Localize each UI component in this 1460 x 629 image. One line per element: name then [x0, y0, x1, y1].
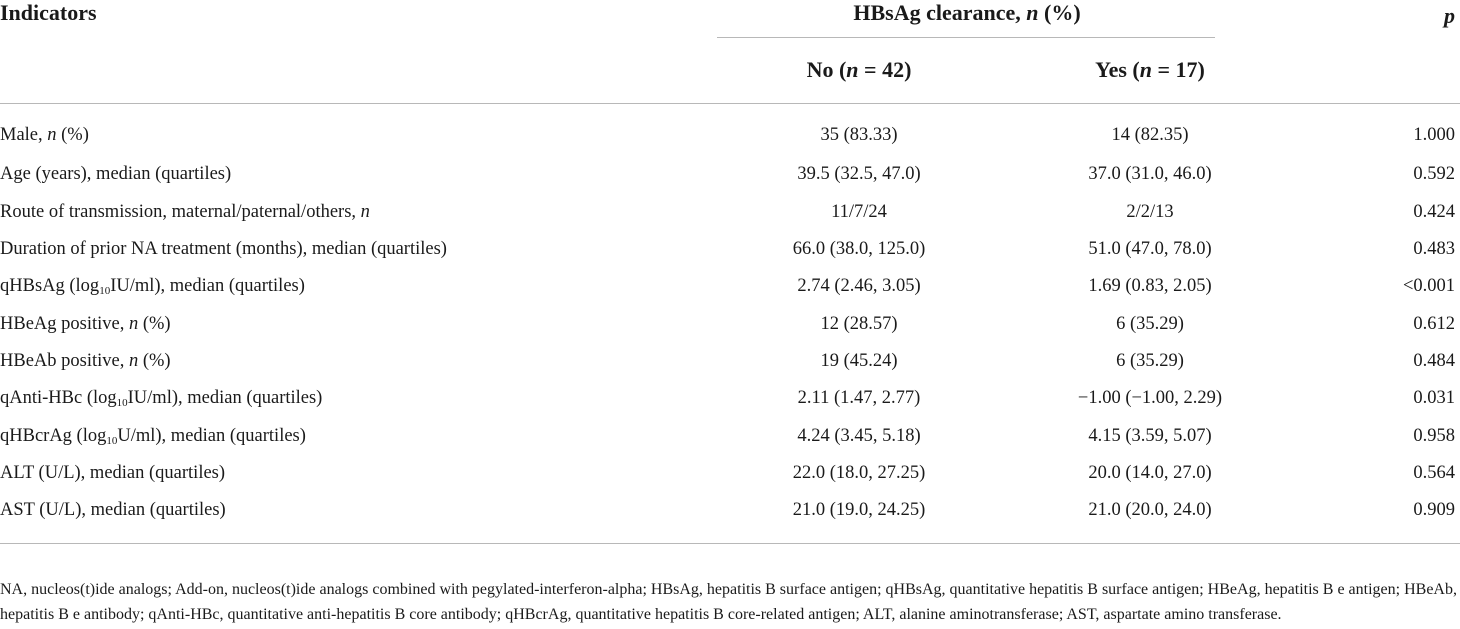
row-yes-value: 20.0 (14.0, 27.0)	[1088, 463, 1212, 483]
row-indicator: ALT (U/L), median (quartiles)	[0, 463, 226, 483]
bottom-rule	[0, 543, 1460, 544]
header-indicators: Indicators	[0, 0, 97, 25]
row-no-value: 35 (83.33)	[820, 125, 898, 145]
row-indicator: Route of transmission, maternal/paternal/others, n	[0, 202, 370, 222]
group-underline	[717, 37, 1215, 38]
row-no-value: 12 (28.57)	[820, 314, 898, 334]
row-p-value: 0.958	[1413, 426, 1455, 446]
row-yes-value: 14 (82.35)	[1111, 125, 1189, 145]
row-p-value: <0.001	[1402, 276, 1455, 296]
row-indicator: AST (U/L), median (quartiles)	[0, 500, 226, 520]
row-yes-value: 21.0 (20.0, 24.0)	[1088, 500, 1212, 520]
row-indicator: Duration of prior NA treatment (months), median (quartiles)	[0, 239, 447, 259]
row-no-value: 4.24 (3.45, 5.18)	[797, 426, 921, 446]
row-indicator: qHBsAg $(\log_{10}IU/ml)$, median (quartiles)	[0, 276, 305, 297]
row-p-value: 0.564	[1413, 463, 1455, 483]
row-yes-value: 2/2/13	[1126, 202, 1174, 222]
header-rule	[0, 103, 1460, 104]
row-yes-value: 1.69 (0.83, 2.05)	[1088, 276, 1212, 296]
row-no-value: 39.5 (32.5, 47.0)	[797, 164, 921, 184]
header-p: p	[1444, 3, 1455, 28]
row-yes-value: 6 (35.29)	[1116, 351, 1184, 371]
row-yes-value: −1.00 (−1.00, 2.29)	[1077, 388, 1223, 408]
row-no-value: 19 (45.24)	[820, 351, 898, 371]
row-p-value: 0.483	[1413, 239, 1455, 259]
row-yes-value: 37.0 (31.0, 46.0)	[1088, 164, 1212, 184]
footnote: NA, nucleos(t)ide analogs; Add-on, nucleos(t)ide analogs combined with pegylated-interferon-alpha; HBsAg, hepatitis B surface antigen; qHBsAg, quantitative hepatitis B surface antigen; HBeAg, hepatitis B e antigen; HBeAb, hepatitis B e antibody; qAnti-HBc, quantitative anti-hepatitis B core antibody; qHBcrAg, quantitative hepatitis B core-related antigen; ALT, alanine aminotransferase; AST, aspartate amino transferase.	[0, 581, 1457, 623]
row-no-value: 2.74 (2.46, 3.05)	[797, 276, 921, 296]
row-indicator: qAnti-HBc $(\log_{10}IU/ml)$, median (quartiles)	[0, 388, 323, 409]
row-indicator: HBeAb positive, n (%)	[0, 351, 171, 371]
row-no-value: 22.0 (18.0, 27.25)	[792, 463, 926, 483]
row-indicator: Age (years), median (quartiles)	[0, 164, 232, 184]
row-no-value: 2.11 (1.47, 2.77)	[797, 388, 921, 408]
row-p-value: 0.484	[1413, 351, 1455, 371]
row-no-value: 21.0 (19.0, 24.25)	[792, 500, 926, 520]
header-col-yes: Yes (n = 17)	[1095, 57, 1205, 82]
row-indicator: Male, n (%)	[0, 125, 89, 145]
row-yes-value: 51.0 (47.0, 78.0)	[1088, 239, 1212, 259]
header-group-title: HBsAg clearance, n (%)	[853, 0, 1081, 25]
row-indicator: qHBcrAg $(\log_{10}U/ml)$, median (quartiles)	[0, 426, 306, 447]
row-p-value: 0.612	[1413, 314, 1455, 334]
row-no-value: 11/7/24	[831, 202, 887, 222]
row-p-value: 0.592	[1413, 164, 1455, 184]
row-p-value: 1.000	[1413, 125, 1455, 145]
row-p-value: 0.424	[1413, 202, 1455, 222]
row-yes-value: 6 (35.29)	[1116, 314, 1184, 334]
row-indicator: HBeAg positive, n (%)	[0, 314, 171, 334]
header-col-no: No (n = 42)	[806, 57, 912, 82]
row-no-value: 66.0 (38.0, 125.0)	[792, 239, 926, 259]
row-p-value: 0.031	[1413, 388, 1455, 408]
row-p-value: 0.909	[1413, 500, 1455, 520]
row-yes-value: 4.15 (3.59, 5.07)	[1088, 426, 1212, 446]
